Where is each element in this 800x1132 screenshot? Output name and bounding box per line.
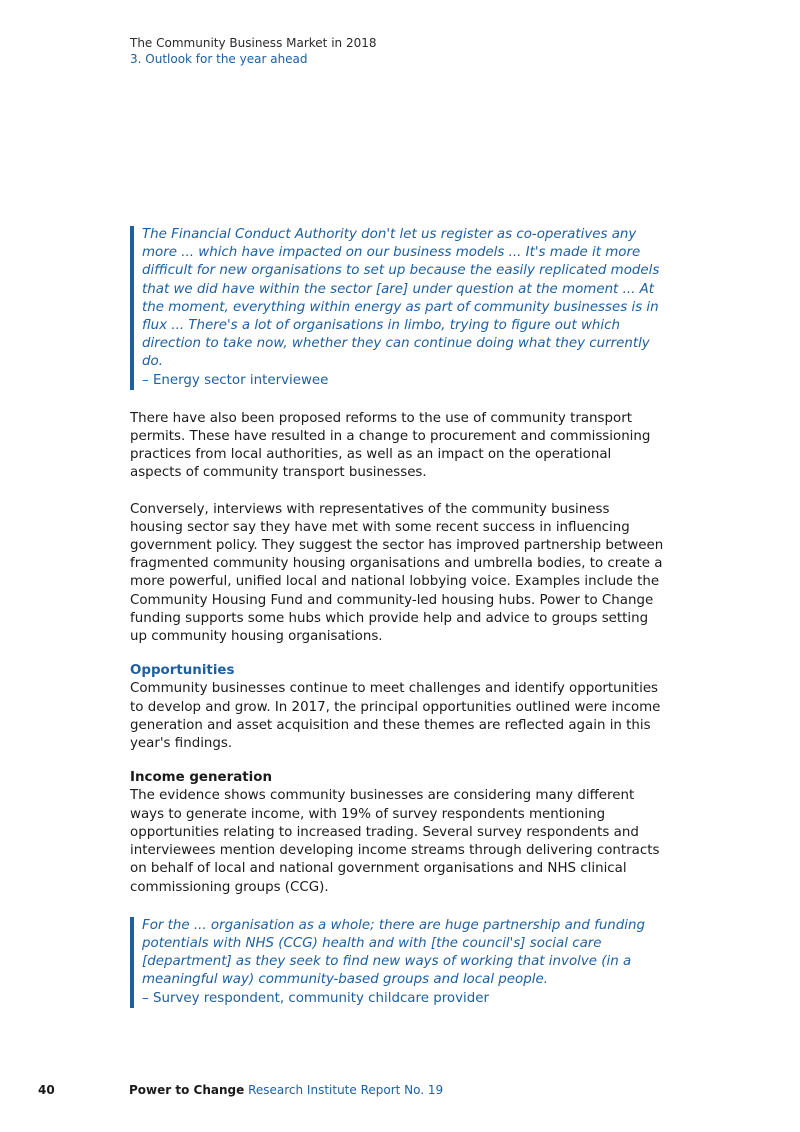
income-generation-heading: Income generation — [130, 770, 272, 786]
opportunities-heading: Opportunities — [130, 663, 235, 679]
footer-brand-name: Power to Change — [129, 1083, 245, 1097]
childcare-quote — [130, 917, 665, 1008]
housing-paragraph: Conversely, interviews with representatives of the community business housing sector say they have met with some recent success in influencing government policy. They suggest the sector has improved partnership between fragmented community housing organisations and umbrella bodies, to create a more powerful, unified local and national lobbying voice. Examples include the Community Housing Fund and community-led housing hubs. Power to Change funding supports some hubs which provide help and advice to groups setting up community housing organisations. — [130, 501, 664, 645]
energy-quote-attribution: – Energy sector interviewee — [142, 372, 329, 388]
footer-report-title: Research Institute Report No. 19 — [244, 1083, 444, 1097]
childcare-quote-text: For the ... organisation as a whole; there are huge partnership and funding potentials with NHS (CCG) health and with [the council's] social care [department] as they seek to find new ways of working that involve (in a meaningful way) community-based groups and local people. — [142, 917, 645, 988]
opportunities-paragraph: Community businesses continue to meet challenges and identify opportunities to develop and grow. In 2017, the principal opportunities outlined were income generation and asset acquisition and these themes are reflected again in this year's findings. — [130, 681, 661, 752]
main-content — [130, 226, 665, 1008]
childcare-quote-attribution: – Survey respondent, community childcare provider — [142, 990, 490, 1006]
page-number: 40 — [38, 1083, 55, 1097]
income-generation-paragraph: The evidence shows community businesses are considering many different ways to generate income, with 19% of survey respondents mentioning opportunities relating to increased trading. Several survey respondents and interviewees mention developing income streams through delivering contracts on behalf of local and national government organisations and NHS clinical commissioning groups (CCG). — [130, 788, 660, 895]
energy-quote — [130, 226, 665, 390]
energy-quote-text: The Financial Conduct Authority don't let us register as co-operatives any more ... which have impacted on our business models ... It's made it more difficult for new organisations to set up because the easily replicated models that we did have within the sector [are] under question at the moment ... At the moment, everything within energy as part of community businesses is in flux ... There's a lot of organisations in limbo, trying to figure out which direction to take now, whether they can continue doing what they currently do. — [142, 227, 660, 370]
document-title: The Community Business Market in 2018 — [130, 36, 377, 50]
transport-paragraph: There have also been proposed reforms to the use of community transport permits. These have resulted in a change to procurement and commissioning practices from local authorities, as well as an impact on the operational aspects of community transport businesses. — [130, 410, 651, 481]
footer-report-line — [129, 1082, 443, 1098]
page-header — [130, 35, 377, 67]
section-title: 3. Outlook for the year ahead — [130, 52, 308, 66]
